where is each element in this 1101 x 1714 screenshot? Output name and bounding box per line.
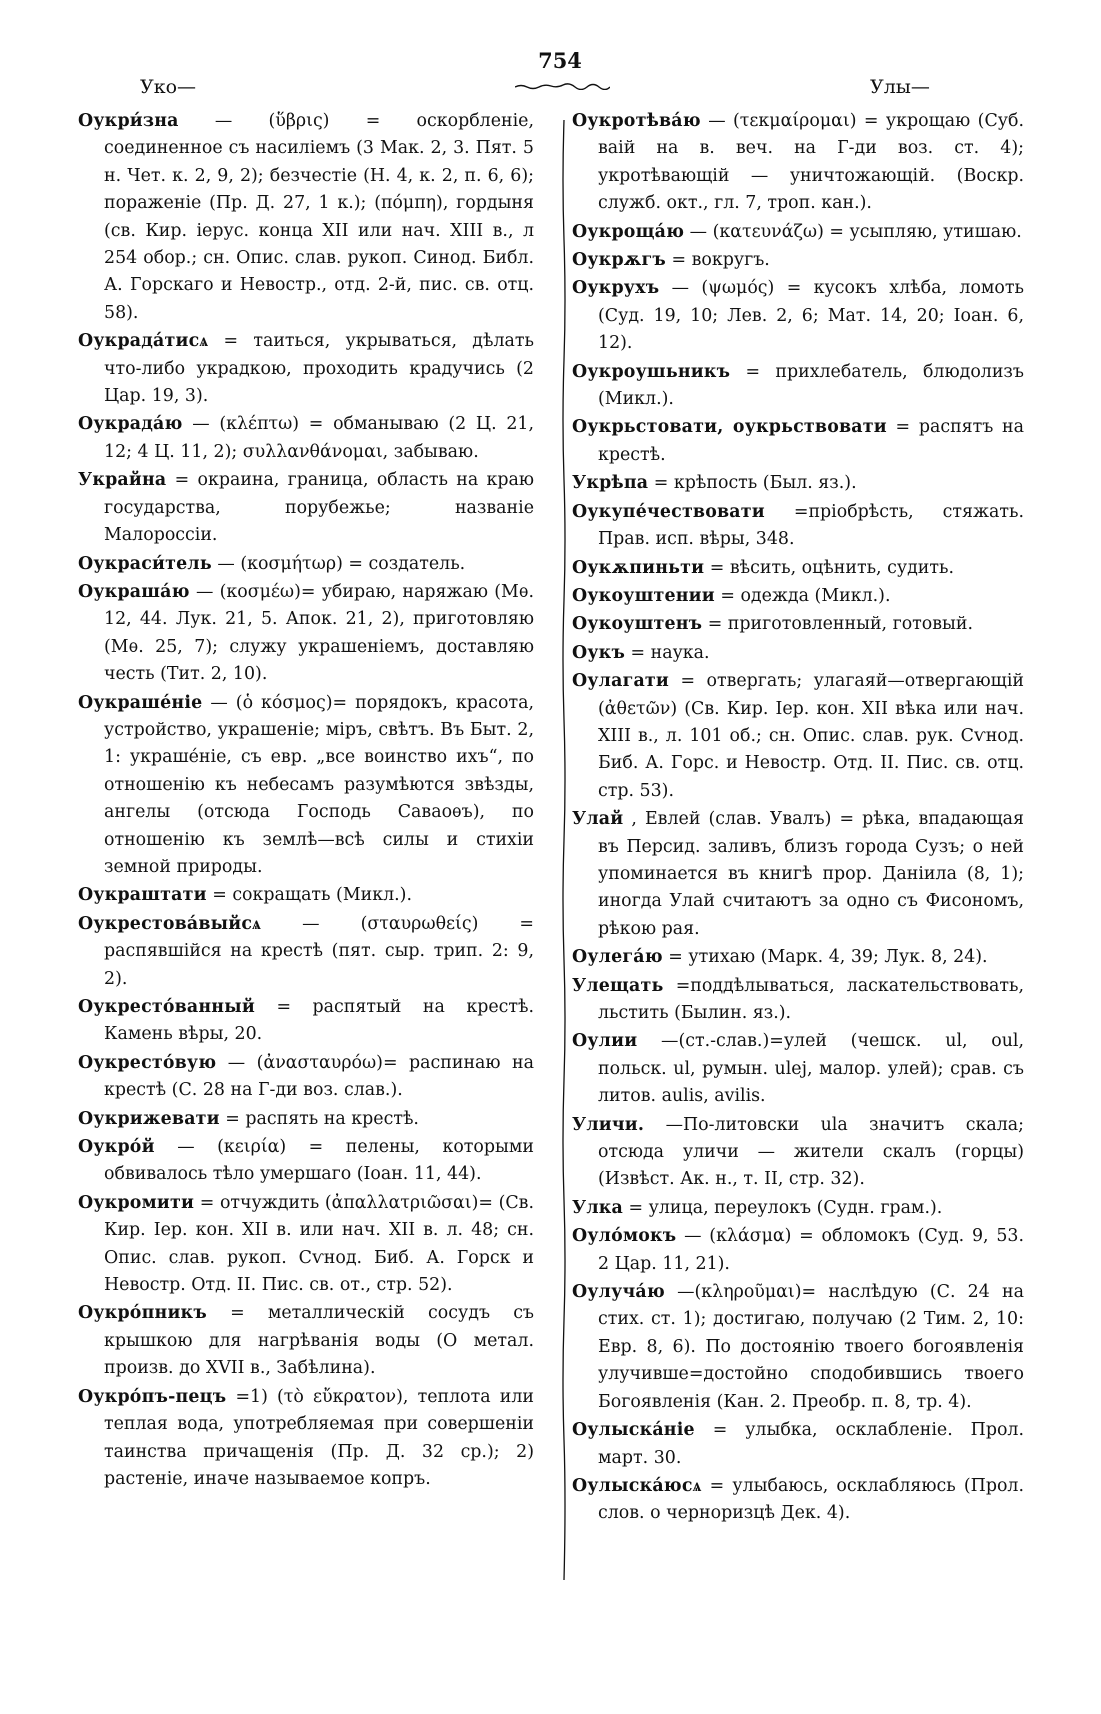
entry-headword: Оукраштати [78, 885, 207, 906]
dictionary-entry [572, 555, 1024, 582]
running-head-left: Уко— [140, 76, 197, 98]
entry-definition: — (κοσμέω)= убираю, наряжаю (Мѳ. 12, 44. Лук. 21, 5. Апок. 21, 2), приготовляю (Мѳ. 25, 7); служу украшеніемъ, доставляю честь (Тит. 2, 10). [104, 581, 534, 685]
entry-headword: Оукромити [78, 1192, 195, 1213]
entry-headword: Украйна [78, 470, 167, 491]
entry-headword: Оукрестова́выйсѧ [78, 913, 262, 934]
entry-definition: —(ст.-слав.)=улей (чешск. ul, oul, польск. ul, румын. ulej, малор. улей); срав. съ литов. aulis, avilis. [598, 1031, 1024, 1107]
entry-headword: Оукраше́ніе [78, 692, 203, 713]
entry-headword: Оукъ [572, 642, 625, 663]
dictionary-entry [78, 911, 534, 993]
entry-definition: — (κλάσμα) = обломокъ (Суд. 9, 53. 2 Цар. 11, 21). [598, 1226, 1024, 1274]
entry-headword: Оулега́ю [572, 947, 663, 968]
entry-headword: Оукраси́тель [78, 553, 212, 574]
dictionary-entry [78, 108, 534, 327]
dictionary-entry [78, 1384, 534, 1494]
entry-headword: Оукрухъ [572, 278, 660, 299]
dictionary-entry [78, 1190, 534, 1300]
dictionary-entry [572, 668, 1024, 805]
entry-definition: = отвергать; улагаяй—отвергающій (ἀθετῶν) (Св. Кир. Іер. кон. XII вѣка или нач. XIII в., л. 101 об.; сн. Опис. слав. рук. Сѵнод. Биб. А. Горс. и Невостр. Отд. II. Пис. св. отц. стр. 53). [598, 671, 1024, 801]
entry-headword: Уличи. [572, 1114, 645, 1135]
entry-headword: Оулии [572, 1031, 638, 1052]
dictionary-entry [572, 499, 1024, 554]
dictionary-entry [78, 1106, 534, 1133]
entry-headword: Оулыска́юсѧ [572, 1475, 702, 1496]
dictionary-entry [572, 414, 1024, 469]
dictionary-entry [572, 1473, 1024, 1528]
entry-headword: Оукрада́тисѧ [78, 331, 209, 352]
entry-definition: — (κατευνάζω) = усыпляю, утишаю. [689, 221, 1022, 242]
entry-definition: = металлическій сосудъ съ крышкою для нагрѣванія воды (О метал. произв. до XVII в., Забѣлина). [104, 1303, 535, 1379]
entry-definition: =1) (τὸ εὔκρατον), теплота или теплая вода, употребляемая при совершеніи таинства причащенія (Пр. Д. 32 ср.); 2) растеніе, иначе называемое копръ. [104, 1386, 534, 1489]
entry-definition: = окраина, граница, область на краю государства, порубежье; названіе Малороссіи. [104, 470, 534, 546]
dictionary-entry [572, 806, 1024, 943]
entry-headword: Оукрѫгъ [572, 250, 666, 271]
entry-headword: Оулагати [572, 671, 670, 692]
entry-headword: Оукоуштенъ [572, 614, 703, 635]
entry-definition: = улыбка, осклабленіе. Прол. март. 30. [598, 1420, 1024, 1468]
entry-definition: =поддѣлываться, ласкательствовать, льстить (Былин. яз.). [598, 975, 1024, 1023]
entry-definition: = улица, переулокъ (Судн. грам.). [628, 1197, 943, 1218]
entry-definition: —По-литовски ula значитъ скала; отсюда уличи — жители скалъ (горцы) (Извѣст. Ак. н., т. II, стр. 32). [598, 1114, 1024, 1190]
dictionary-entry [78, 411, 534, 466]
entry-definition: = приготовленный, готовый. [707, 614, 974, 635]
dictionary-entry [572, 640, 1024, 667]
dictionary-entry [78, 690, 534, 882]
entry-definition: — (κλέπτω) = обманываю (2 Ц. 21, 12; 4 Ц. 11, 2); συλλανθάνομαι, забываю. [104, 414, 534, 462]
dictionary-entry [572, 1223, 1024, 1278]
dictionary-entry [572, 944, 1024, 971]
entry-definition: = вокругъ. [671, 250, 770, 271]
entry-headword: Оукрада́ю [78, 414, 183, 435]
entry-definition: = прихлебатель, блюдолизъ (Микл.). [598, 361, 1024, 410]
dictionary-entry [572, 247, 1024, 274]
entry-definition: =пріобрѣсть, стяжать. Прав. исп. вѣры, 348. [598, 501, 1024, 550]
dictionary-entry [572, 611, 1024, 638]
entry-definition: = таиться, укрываться, дѣлать что-либо украдкою, проходить крадучись (2 Цар. 19, 3). [104, 331, 535, 407]
entry-definition: — (ψωμός) = кусокъ хлѣба, ломоть (Суд. 19, 10; Лев. 2, 6; Мат. 14, 20; Іоан. 6, 12). [598, 278, 1024, 354]
entry-headword: Оукресто́вую [78, 1052, 217, 1073]
entry-definition: = сокращать (Микл.). [212, 885, 412, 906]
entry-definition: — (ἀνασταυρόω)= распинаю на крестѣ (С. 28 на Г-ди воз. слав.). [104, 1052, 535, 1101]
entry-definition: — (κοσμήτωρ) = создатель. [217, 553, 466, 574]
entry-definition: = наука. [630, 642, 710, 663]
entry-headword: Оукресто́ванный [78, 997, 255, 1017]
entry-definition: —(κληροῦμαι)= наслѣдую (С. 24 на стих. ст. 1); достигаю, получаю (2 Тим. 2, 10: Евр. 8, 6). По достоянію твоего богоявленія улучивше=достойно сподобившись твоего Богоявленія (Кан. 2. Преобр. п. 8, тр. 4). [598, 1282, 1024, 1412]
entry-headword: Улещать [572, 975, 664, 996]
entry-definition: — (σταυρωθείς) = распявшійся на крестѣ (пят. сыр. трип. 2: 9, 2). [104, 913, 534, 989]
entry-definition: = отчуждить (ἀπαλλατριῶσαι)= (Св. Кир. Іер. кон. XII в. или нач. XII в. л. 48; сн. Опис. слав. рукоп. Сѵнод. Биб. А. Горск и Невостр. Отд. II. Пис. св. от., стр. 52). [104, 1192, 534, 1296]
entry-headword: Оукрьстовати, оукрьствовати [572, 417, 887, 438]
entry-definition: = улыбаюсь, осклабляюсь (Прол. слов. о черноризцѣ Дек. 4). [598, 1475, 1024, 1524]
dictionary-entry [572, 470, 1024, 497]
dictionary-entry [572, 1417, 1024, 1472]
entry-headword: Оукоуштении [572, 585, 715, 606]
right-column [572, 108, 1024, 1529]
dictionary-entry [572, 219, 1024, 246]
left-column [78, 108, 534, 1494]
entry-headword: Оукраша́ю [78, 581, 190, 602]
entry-definition: — (τεκμαίρομαι) = укрощаю (Суб. ваій на в. веч. на Г-ди воз. ст. 4); укротѣвающій — уничтожающій. (Воскр. служб. окт., гл. 7, троп. кан.). [598, 111, 1024, 214]
entry-headword: Оукѫпиньти [572, 557, 705, 578]
entry-definition: = распятый на крестѣ. Камень вѣры, 20. [104, 997, 535, 1045]
entry-definition: = утихаю (Марк. 4, 39; Лук. 8, 24). [668, 947, 988, 968]
page-number: 754 [538, 48, 582, 73]
entry-headword: Оукро́пъ-пецъ [78, 1386, 227, 1407]
dictionary-entry [572, 359, 1024, 414]
dictionary-entry [572, 1279, 1024, 1416]
entry-definition: — (κειρία) = пелены, которыми обвивалось тѣло умершаго (Іоан. 11, 44). [104, 1137, 534, 1185]
entry-headword: Оулыска́ніе [572, 1420, 695, 1441]
entry-headword: Оукротѣва́ю [572, 111, 701, 131]
entry-headword: Оукрижевати [78, 1108, 220, 1129]
dictionary-entry [78, 579, 534, 689]
dictionary-entry [78, 1050, 534, 1105]
column-divider [561, 120, 567, 1580]
entry-definition: — (ὕβρις) = оскорбленіе, соединенное съ насиліемъ (3 Мак. 2, 3. Пят. 5 н. Чет. к. 2, 9, 2); безчестіе (Н. 4, к. 2, п. 6, 6); пораженіе (Пр. Д. 27, 1 к.); (πόμπη), гордыня (св. Кир. іерус. конца XII или нач. XIII в., л 254 обор.; сн. Опис. слав. рукоп. Синод. Библ. А. Горскаго и Невостр., отд. 2-й, пис. св. отц. 58). [104, 111, 534, 323]
entry-headword: Улка [572, 1197, 624, 1218]
entry-headword: Оулуча́ю [572, 1282, 665, 1303]
dictionary-entry [78, 328, 534, 410]
dictionary-entry [572, 1195, 1024, 1222]
entry-headword: Оукроща́ю [572, 221, 685, 242]
dictionary-entry [78, 467, 534, 549]
dictionary-entry [78, 1300, 534, 1382]
entry-headword: Оукупе́чествовати [572, 501, 765, 522]
running-head-right: Улы— [870, 76, 930, 98]
dictionary-entry [572, 1112, 1024, 1194]
dictionary-entry [572, 275, 1024, 357]
entry-headword: Оукри́зна [78, 111, 179, 131]
entry-definition: = распятъ на крестѣ. [598, 417, 1024, 465]
entry-headword: Оукроушьникъ [572, 361, 731, 382]
entry-definition: — (ὁ κόσμος)= порядокъ, красота, устройство, украшеніе; міръ, свѣтъ. Въ Быт. 2, 1: украше́ніе, съ евр. „все воинство ихъ“, по отношенію къ небесамъ разумѣются звѣзды, ангелы (отсюда Господь Саваоѳъ), по отношенію къ землѣ—всѣ силы и стихіи земной природы. [104, 692, 534, 877]
dictionary-entry [78, 882, 534, 909]
entry-definition: = одежда (Микл.). [720, 585, 891, 606]
entry-headword: Оукро́й [78, 1137, 155, 1158]
entry-headword: Оукро́пникъ [78, 1303, 207, 1324]
dictionary-entry [78, 1134, 534, 1189]
entry-headword: Улай [572, 809, 624, 830]
dictionary-entry [572, 108, 1024, 218]
entry-definition: = крѣпость (Был. яз.). [653, 473, 857, 494]
dictionary-entry [572, 1028, 1024, 1110]
entry-definition: = распять на крестѣ. [225, 1108, 419, 1129]
entry-definition: , Евлей (слав. Увалъ) = рѣка, впадающая въ Персид. заливъ, близъ города Сузъ; о ней упоминается въ книгѣ прор. Даніила (8, 1); иногда Улай считаютъ за одно съ Фисономъ, рѣкою рая. [598, 809, 1024, 939]
entry-headword: Оуло́мокъ [572, 1226, 677, 1247]
header-rule [515, 82, 610, 90]
dictionary-entry [78, 994, 534, 1049]
dictionary-entry [572, 583, 1024, 610]
dictionary-entry [572, 973, 1024, 1028]
entry-definition: = вѣсить, оцѣнить, судить. [709, 557, 954, 578]
dictionary-entry [78, 551, 534, 578]
entry-headword: Укрѣпа [572, 473, 649, 494]
